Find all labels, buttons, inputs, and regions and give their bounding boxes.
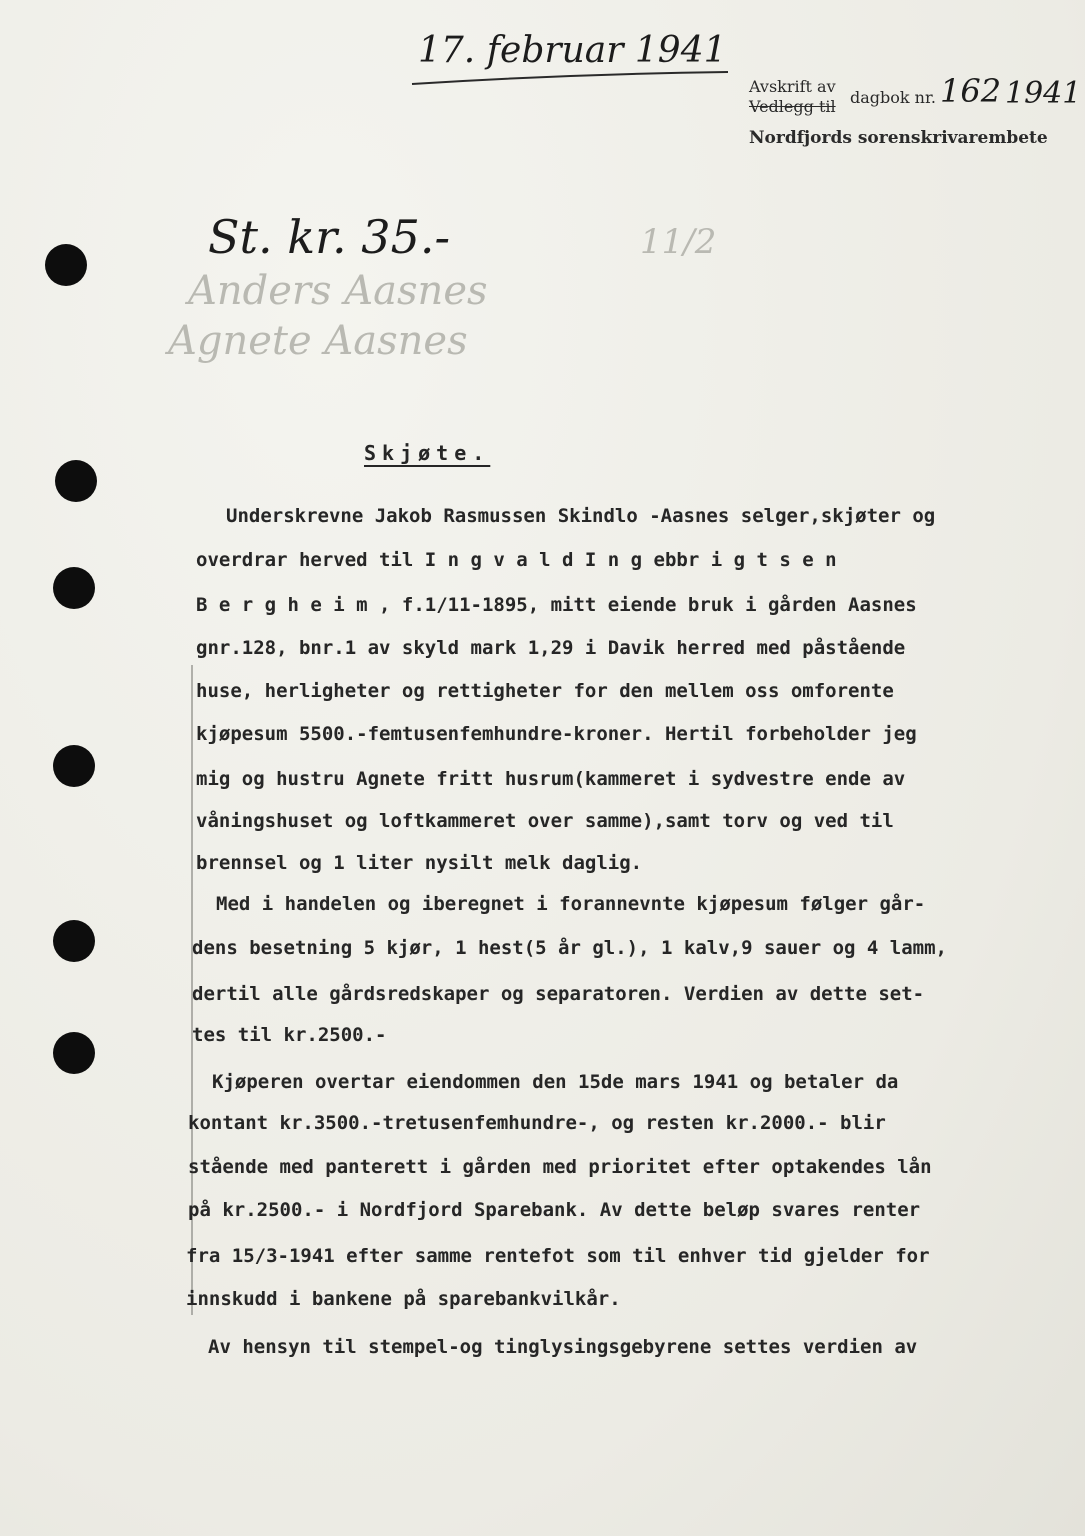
body-line: kontant kr.3500.-tretusenfemhundre-, og resten kr.2000.- blir [188,1112,886,1134]
body-line: stående med panterett i gården med prioritet efter optakendes lån [188,1156,932,1178]
body-line: dens besetning 5 kjør, 1 hest(5 år gl.), 1 kalv,9 sauer og 4 lamm, [192,937,947,959]
stamp-year: 1941 [1005,76,1082,111]
stamp-vedlegg-label: Vedlegg til [749,97,836,116]
body-line: huse, herligheter og rettigheter for den mellem oss omforente [196,680,894,702]
body-line: mig og hustru Agnete fritt husrum(kammeret i sydvestre ende av [196,768,906,790]
body-line: dertil alle gårdsredskaper og separatoren. Verdien av dette set- [192,983,925,1005]
body-line: Av hensyn til stempel-og tinglysingsgebyrene settes verdien av [208,1336,918,1358]
body-line: Underskrevne Jakob Rasmussen Skindlo -Aasnes selger,skjøter og [226,505,936,527]
bleed-through-handwriting: 11/2 [640,222,717,262]
body-line: brennsel og 1 liter nysilt melk daglig. [196,852,643,874]
body-line: på kr.2500.- i Nordfjord Sparebank. Av dette beløp svares renter [188,1199,921,1221]
bleed-through-handwriting: Anders Aasnes [188,268,488,314]
body-line: kjøpesum 5500.-femtusenfemhundre-kroner. Hertil forbeholder jeg [196,723,917,745]
body-line: overdrar herved til I n g v a l d I n g ebbr i g t s e n [196,549,837,571]
stamp-office-name: Nordfjords sorenskrivarembete [749,128,1048,148]
document-title: Skjøte. [364,441,491,465]
body-line: tes til kr.2500.- [192,1024,387,1046]
stamp-avskrift-label: Avskrift av [749,77,836,96]
stamp-duty-note: St. kr. 35.- [208,210,450,264]
body-line: fra 15/3-1941 efter samme rentefot som til enhver tid gjelder for [186,1245,930,1267]
body-line: B e r g h e i m , f.1/11-1895, mitt eiende bruk i gården Aasnes [196,594,917,616]
bleed-through-handwriting: Agnete Aasnes [168,318,468,364]
stamp-dagbok-label: dagbok nr. [850,88,936,107]
handwritten-date: 17. februar 1941 [418,30,727,71]
body-line: Med i handelen og iberegnet i forannevnte kjøpesum følger går- [216,893,926,915]
stamp-dagbok-number: 162 [940,72,1002,110]
body-line: Kjøperen overtar eiendommen den 15de mars 1941 og betaler da [212,1071,899,1093]
body-line: gnr.128, bnr.1 av skyld mark 1,29 i Davik herred med påstående [196,637,906,659]
body-line: innskudd i bankene på sparebankvilkår. [186,1288,621,1310]
body-line: våningshuset og loftkammeret over samme),samt torv og ved til [196,810,894,832]
